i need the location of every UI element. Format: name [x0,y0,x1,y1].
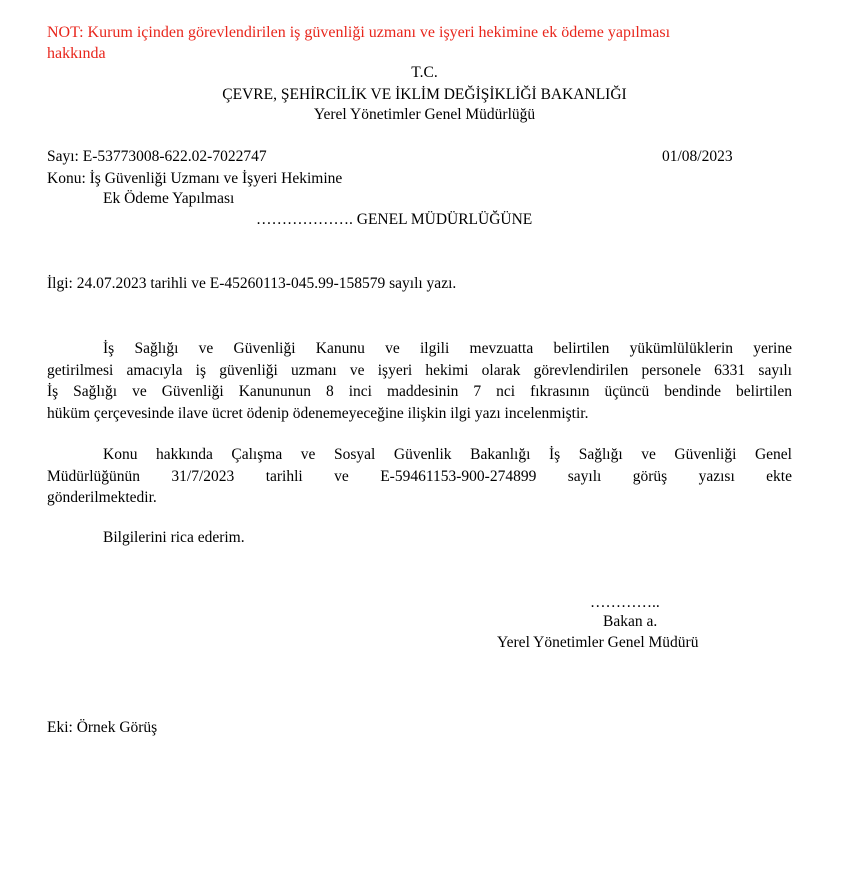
document-number: Sayı: E-53773008-622.02-7022747 [47,148,267,165]
signature-title-1: Bakan a. [603,613,658,630]
paragraph-1 [47,338,792,424]
paragraph-1-line: İş Sağlığı ve Güvenliği Kanununun 8 inci maddesinin 7 nci fıkrasının üçüncü bendinde belirtilen [47,383,792,400]
subject-line-2: Ek Ödeme Yapılması [103,190,235,207]
header-tc: T.C. [411,64,438,81]
subject-line-1: Konu: İş Güvenliği Uzmanı ve İşyeri Hekimine [47,170,343,187]
attachment: Eki: Örnek Görüş [47,719,158,736]
header-directorate: Yerel Yönetimler Genel Müdürlüğü [313,106,536,123]
note-line-1: NOT: Kurum içinden görevlendirilen iş güvenliği uzmanı ve işyeri hekimine ek ödeme yapılması [47,24,671,41]
reference: İlgi: 24.07.2023 tarihli ve E-45260113-045.99-158579 sayılı yazı. [47,275,457,292]
paragraph-1-line: getirilmesi amacıyla iş güvenliği uzmanı ve işyeri hekimi olarak görevlendirilen personele 6331 sayılı [47,361,792,379]
document-date: 01/08/2023 [662,148,733,165]
paragraph-1-line: İş Sağlığı ve Güvenliği Kanunu ve ilgili mevzuatta belirtilen yükümlülüklerin yerine [103,340,792,357]
closing-sentence: Bilgilerini rica ederim. [103,529,245,546]
paragraph-2-line: gönderilmektedir. [47,489,157,506]
note-block [47,22,807,64]
signature-title-2: Yerel Yönetimler Genel Müdürü [497,634,699,651]
paragraph-1-line: hüküm çerçevesinde ilave ücret ödenip ödenemeyeceğine ilişkin ilgi yazı incelenmiştir. [47,404,589,422]
paragraph-2 [47,444,792,509]
recipient: ………………. GENEL MÜDÜRLÜĞÜNE [256,211,533,228]
paragraph-2-line: Müdürlüğünün 31/7/2023 tarihli ve E-59461153-900-274899 sayılı görüş yazısı ekte [47,467,792,485]
note-line-2: hakkında [47,45,106,62]
paragraph-2-line: Konu hakkında Çalışma ve Sosyal Güvenlik Bakanlığı İş Sağlığı ve Güvenliği Genel [103,446,792,463]
header-ministry: ÇEVRE, ŞEHİRCİLİK VE İKLİM DEĞİŞİKLİĞİ BAKANLIĞI [222,86,627,103]
signature-dots: ………….. [590,594,660,611]
